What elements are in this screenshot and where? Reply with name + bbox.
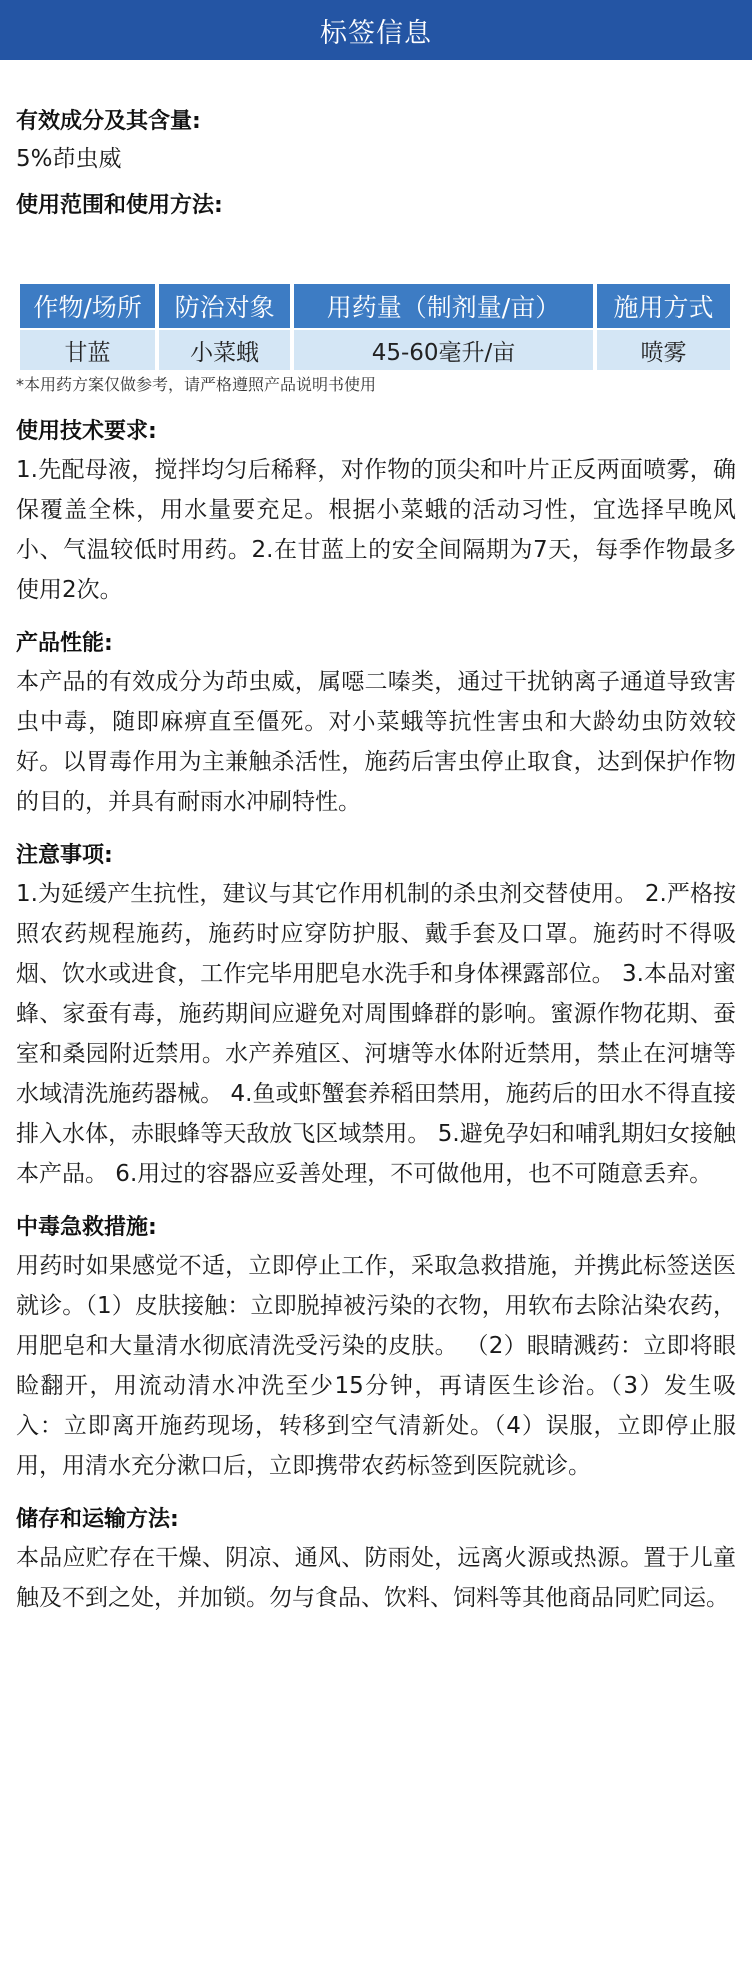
tech-text: 1.先配母液，搅拌均匀后稀释，对作物的顶尖和叶片正反两面喷雾，确保覆盖全株，用水量要充足。根据小菜蛾的活动习性，宜选择早晚风小、气温较低时用药。2.在甘蓝上的安全间隔期为7天，每季作物最多使用2次。 xyxy=(16,457,736,603)
performance-section xyxy=(16,628,736,822)
firstaid-title: 中毒急救措施: xyxy=(16,1215,157,1240)
table-row xyxy=(20,330,730,370)
dosage-table-wrapper xyxy=(16,282,736,396)
firstaid-section xyxy=(16,1212,736,1486)
dosage-table xyxy=(16,282,734,372)
storage-section xyxy=(16,1504,736,1618)
header-method: 施用方式 xyxy=(597,284,730,328)
tech-title: 使用技术要求: xyxy=(16,419,157,444)
notes-section xyxy=(16,840,736,1194)
header-dosage: 用药量（制剂量/亩） xyxy=(294,284,593,328)
storage-title: 储存和运输方法: xyxy=(16,1507,179,1532)
cell-crop: 甘蓝 xyxy=(20,330,155,370)
cell-dosage: 45-60毫升/亩 xyxy=(294,330,593,370)
storage-text: 本品应贮存在干燥、阴凉、通风、防雨处，远离火源或热源。置于儿童触及不到之处，并加锁。勿与食品、饮料、饲料等其他商品同贮同运。 xyxy=(16,1545,736,1611)
notes-text: 1.为延缓产生抗性，建议与其它作用机制的杀虫剂交替使用。 2.严格按照农药规程施药，施药时应穿防护服、戴手套及口罩。施药时不得吸烟、饮水或进食，工作完毕用肥皂水洗手和身体裸露部位。 3.本品对蜜蜂、家蚕有毒，施药期间应避免对周围蜂群的影响。蜜源作物花期、蚕室和桑园附近禁用。水产养殖区、河塘等水体附近禁用，禁止在河塘等水域清洗施药器械。 4.鱼或虾蟹套养稻田禁用，施药后的田水不得直接排入水体，赤眼蜂等天敌放飞区域禁用。 5.避免孕妇和哺乳期妇女接触本产品。 6.用过的容器应妥善处理，不可做他用，也不可随意丢弃。 xyxy=(16,881,736,1187)
header-bar xyxy=(0,0,752,60)
tech-section xyxy=(16,416,736,610)
dosage-footnote: *本用药方案仅做参考，请严格遵照产品说明书使用 xyxy=(16,375,377,394)
cell-method: 喷雾 xyxy=(597,330,730,370)
ingredient-title: 有效成分及其含量: xyxy=(16,109,201,134)
header-target: 防治对象 xyxy=(159,284,290,328)
scope-section xyxy=(16,190,736,222)
cell-target: 小菜蛾 xyxy=(159,330,290,370)
scope-title: 使用范围和使用方法: xyxy=(16,193,223,218)
page-title: 标签信息 xyxy=(320,17,432,49)
notes-title: 注意事项: xyxy=(16,843,113,868)
firstaid-text: 用药时如果感觉不适，立即停止工作，采取急救措施，并携此标签送医就诊。（1）皮肤接触：立即脱掉被污染的衣物，用软布去除沾染农药，用肥皂和大量清水彻底清洗受污染的皮肤。 （2）眼睛溅药：立即将眼睑翻开，用流动清水冲洗至少15分钟，再请医生诊治。（3）发生吸入：立即离开施药现场，转移到空气清新处。（4）误服，立即停止服用，用清水充分漱口后，立即携带农药标签到医院就诊。 xyxy=(16,1253,736,1479)
performance-title: 产品性能: xyxy=(16,631,113,656)
table-header-row xyxy=(20,284,730,328)
ingredient-text: 5%茚虫威 xyxy=(16,146,122,172)
label-content xyxy=(0,106,752,1618)
performance-text: 本产品的有效成分为茚虫威，属噁二嗪类，通过干扰钠离子通道导致害虫中毒，随即麻痹直至僵死。对小菜蛾等抗性害虫和大龄幼虫防效较好。以胃毒作用为主兼触杀活性，施药后害虫停止取食，达到保护作物的目的，并具有耐雨水冲刷特性。 xyxy=(16,669,736,815)
ingredient-section xyxy=(16,106,736,176)
header-crop: 作物/场所 xyxy=(20,284,155,328)
